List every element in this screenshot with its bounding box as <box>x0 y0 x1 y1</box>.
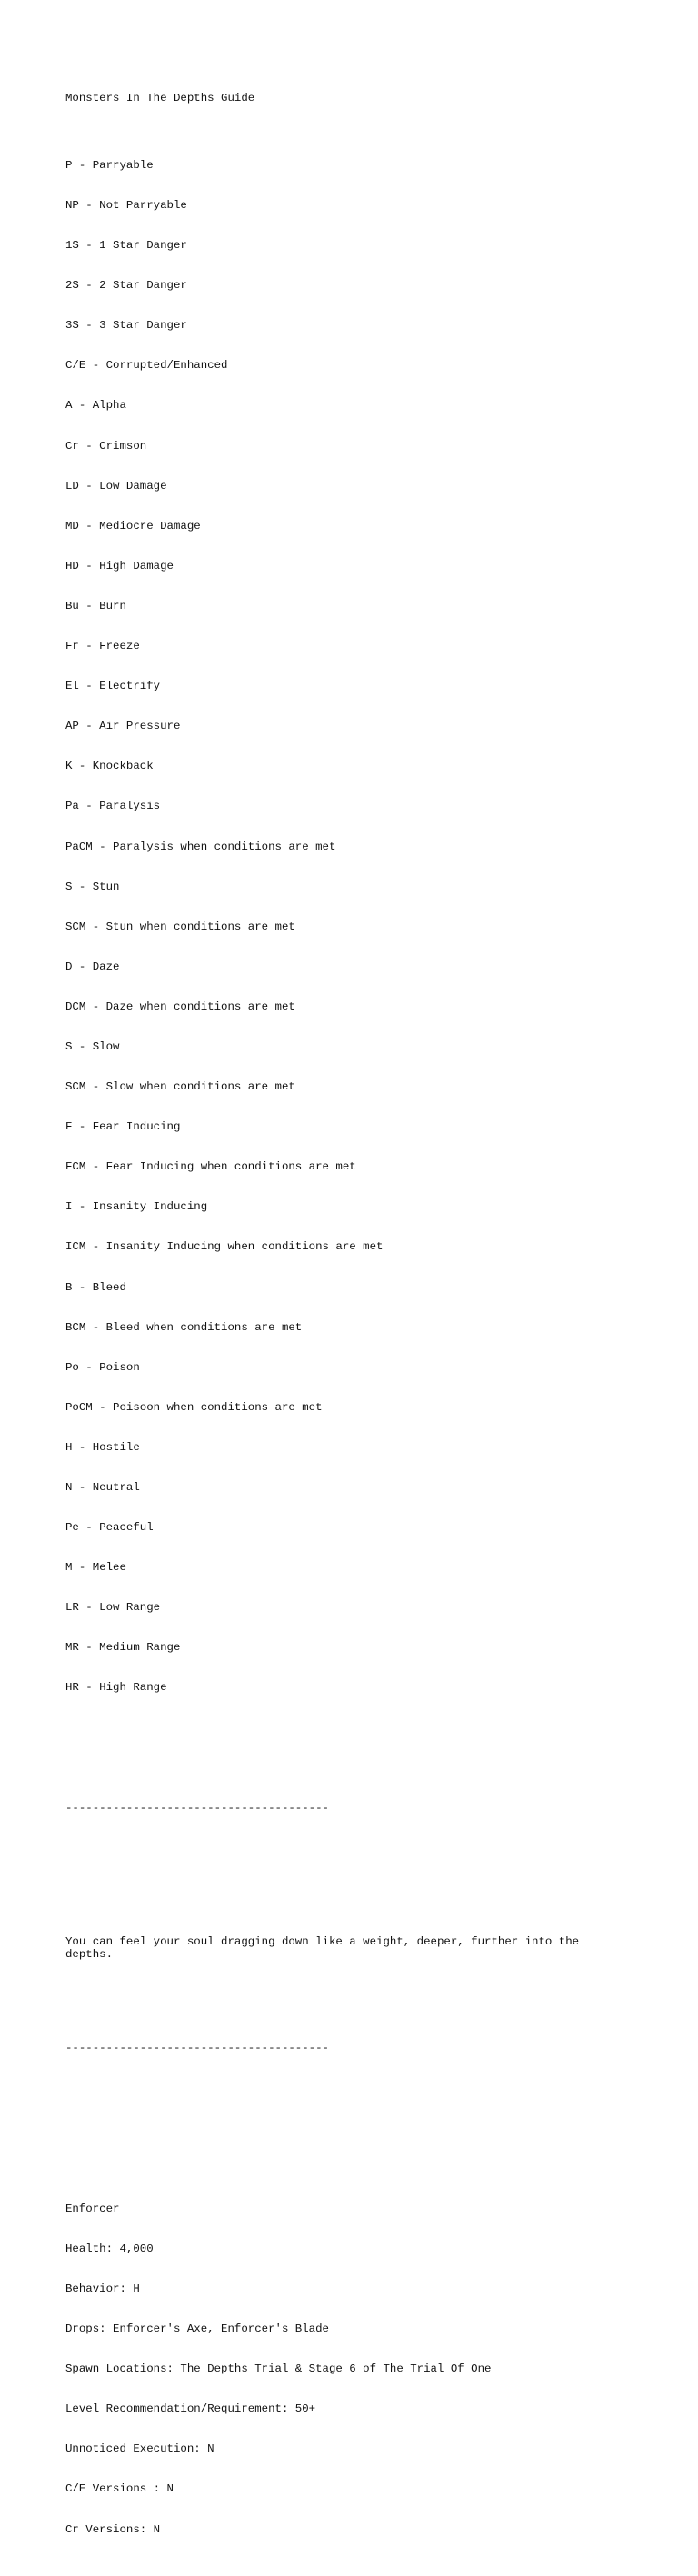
legend-item: BCM - Bleed when conditions are met <box>65 1320 303 1334</box>
intro-paragraph: You can feel your soul dragging down like a weight, deeper, further into the depths. <box>65 1934 580 1962</box>
legend-item: B - Bleed <box>65 1280 126 1294</box>
section-divider: --------------------------------------- <box>65 2042 329 2055</box>
legend-item: Pa - Paralysis <box>65 800 161 813</box>
legend-item: 2S - 2 Star Danger <box>65 279 187 293</box>
monster-cr-versions: Cr Versions: N <box>65 2522 161 2536</box>
monster-unnoticed-execution: Unnoticed Execution: N <box>65 2442 214 2456</box>
legend-item: LD - Low Damage <box>65 479 167 492</box>
legend-item: P - Parryable <box>65 158 154 172</box>
legend-item: HD - High Damage <box>65 559 174 572</box>
legend-item: Fr - Freeze <box>65 640 140 653</box>
spacer <box>65 1882 647 1895</box>
legend-item: A - Alpha <box>65 399 126 413</box>
legend-item: DCM - Daze when conditions are met <box>65 1000 295 1013</box>
section-divider: --------------------------------------- <box>65 1801 329 1815</box>
spacer <box>65 2082 647 2095</box>
legend-item: S - Slow <box>65 1039 120 1053</box>
legend-item: FCM - Fear Inducing when conditions are met <box>65 1160 356 1174</box>
legend-item: PaCM - Paralysis when conditions are met <box>65 840 336 853</box>
legend-item: MD - Mediocre Damage <box>65 519 201 532</box>
monster-health: Health: 4,000 <box>65 2242 154 2255</box>
legend-item: S - Stun <box>65 880 120 893</box>
guide-title: Monsters In The Depths Guide <box>65 92 255 105</box>
legend-item: LR - Low Range <box>65 1601 161 1615</box>
legend-item: Pe - Peaceful <box>65 1521 154 1535</box>
legend-item: K - Knockback <box>65 760 154 773</box>
monster-behavior: Behavior: H <box>65 2282 140 2295</box>
monster-spawn-locations: Spawn Locations: The Depths Trial & Stage 6 of The Trial Of One <box>65 2362 492 2376</box>
legend-item: 1S - 1 Star Danger <box>65 239 187 253</box>
document-page <box>65 65 647 2576</box>
legend-item: F - Fear Inducing <box>65 1120 181 1134</box>
monster-level-recommendation: Level Recommendation/Requirement: 50+ <box>65 2402 316 2416</box>
legend-item: HR - High Range <box>65 1681 167 1695</box>
legend-item: El - Electrify <box>65 680 161 693</box>
legend-item: SCM - Stun when conditions are met <box>65 920 295 933</box>
legend-list <box>65 133 647 1722</box>
legend-item: Cr - Crimson <box>65 439 147 453</box>
legend-item: PoCM - Poisoon when conditions are met <box>65 1400 323 1414</box>
legend-item: H - Hostile <box>65 1440 140 1454</box>
legend-item: 3S - 3 Star Danger <box>65 319 187 333</box>
spacer <box>65 2123 647 2136</box>
spacer <box>65 1842 647 1855</box>
monster-ce-versions: C/E Versions : N <box>65 2482 174 2496</box>
monster-name: Enforcer <box>65 2202 120 2215</box>
monster-drops: Drops: Enforcer's Axe, Enforcer's Blade <box>65 2322 329 2336</box>
legend-item: AP - Air Pressure <box>65 720 181 733</box>
legend-item: ICM - Insanity Inducing when conditions are met <box>65 1240 384 1254</box>
legend-item: N - Neutral <box>65 1481 140 1494</box>
legend-item: M - Melee <box>65 1561 126 1575</box>
monster-entry <box>65 2175 647 2562</box>
spacer <box>65 2002 647 2015</box>
legend-item: SCM - Slow when conditions are met <box>65 1080 295 1094</box>
legend-item: D - Daze <box>65 960 120 973</box>
legend-item: Bu - Burn <box>65 599 126 612</box>
spacer <box>65 1762 647 1775</box>
legend-item: MR - Medium Range <box>65 1641 181 1655</box>
legend-item: I - Insanity Inducing <box>65 1200 208 1214</box>
legend-item: C/E - Corrupted/Enhanced <box>65 359 228 373</box>
legend-item: NP - Not Parryable <box>65 199 187 212</box>
legend-item: Po - Poison <box>65 1360 140 1374</box>
